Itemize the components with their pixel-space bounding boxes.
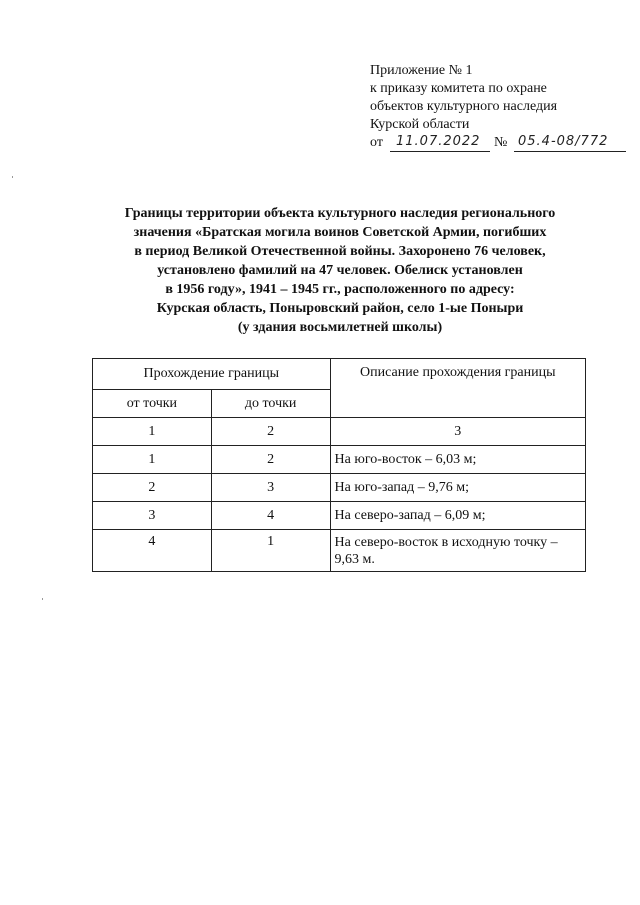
table-row — [93, 530, 586, 572]
scan-mark — [12, 176, 13, 178]
from-point-cell: 1 — [93, 446, 212, 474]
to-point-cell: 1 — [211, 530, 330, 572]
title-line: Курская область, Поныровский район, село 1-ые Поныри — [156, 301, 524, 316]
description-cell: На северо-восток в исходную точку – 9,63 м. — [330, 530, 585, 572]
boundary-table — [92, 358, 586, 572]
from-point-cell: 4 — [93, 530, 212, 572]
scan-mark — [42, 598, 43, 600]
index-cell: 2 — [211, 418, 330, 446]
description-cell: На юго-восток – 6,03 м; — [330, 446, 585, 474]
to-point-cell: 3 — [211, 474, 330, 502]
appendix-order-ref: к приказу комитета по охране — [370, 81, 547, 96]
order-number: 05.4-08/772 — [518, 134, 609, 149]
header-from-point: от точки — [93, 390, 212, 418]
appendix-committee: объектов культурного наследия — [370, 99, 558, 114]
table-header-row — [93, 359, 586, 390]
document-title — [80, 204, 600, 337]
from-label: от — [370, 135, 383, 150]
appendix-region: Курской области — [370, 117, 470, 132]
number-label: № — [494, 135, 508, 150]
header-boundary-passage: Прохождение границы — [93, 359, 331, 390]
to-point-cell: 2 — [211, 446, 330, 474]
title-line: Границы территории объекта культурного наследия регионального — [124, 206, 556, 221]
appendix-number: Приложение № 1 — [370, 63, 473, 78]
table-row — [93, 474, 586, 502]
title-line: значения «Братская могила воинов Советской Армии, погибших — [133, 225, 547, 240]
table-row — [93, 446, 586, 474]
title-line: установлено фамилий на 47 человек. Обелиск установлен — [157, 263, 523, 278]
to-point-cell: 4 — [211, 502, 330, 530]
table-row — [93, 502, 586, 530]
date-underline — [390, 151, 490, 152]
title-line: (у здания восьмилетней школы) — [237, 320, 443, 335]
number-underline — [514, 151, 626, 152]
description-cell: На северо-запад – 6,09 м; — [330, 502, 585, 530]
order-date: 11.07.2022 — [396, 134, 481, 149]
index-cell: 3 — [330, 418, 585, 446]
index-cell: 1 — [93, 418, 212, 446]
from-point-cell: 3 — [93, 502, 212, 530]
description-cell: На юго-запад – 9,76 м; — [330, 474, 585, 502]
title-line: в 1956 году», 1941 – 1945 гг., расположенного по адресу: — [165, 282, 515, 297]
table-index-row — [93, 418, 586, 446]
header-to-point: до точки — [211, 390, 330, 418]
from-point-cell: 2 — [93, 474, 212, 502]
appendix-block — [370, 62, 630, 134]
header-description: Описание прохождения границы — [330, 359, 585, 418]
order-date-number-line — [370, 134, 632, 156]
title-line: в период Великой Отечественной войны. Захоронено 76 человек, — [134, 244, 546, 259]
